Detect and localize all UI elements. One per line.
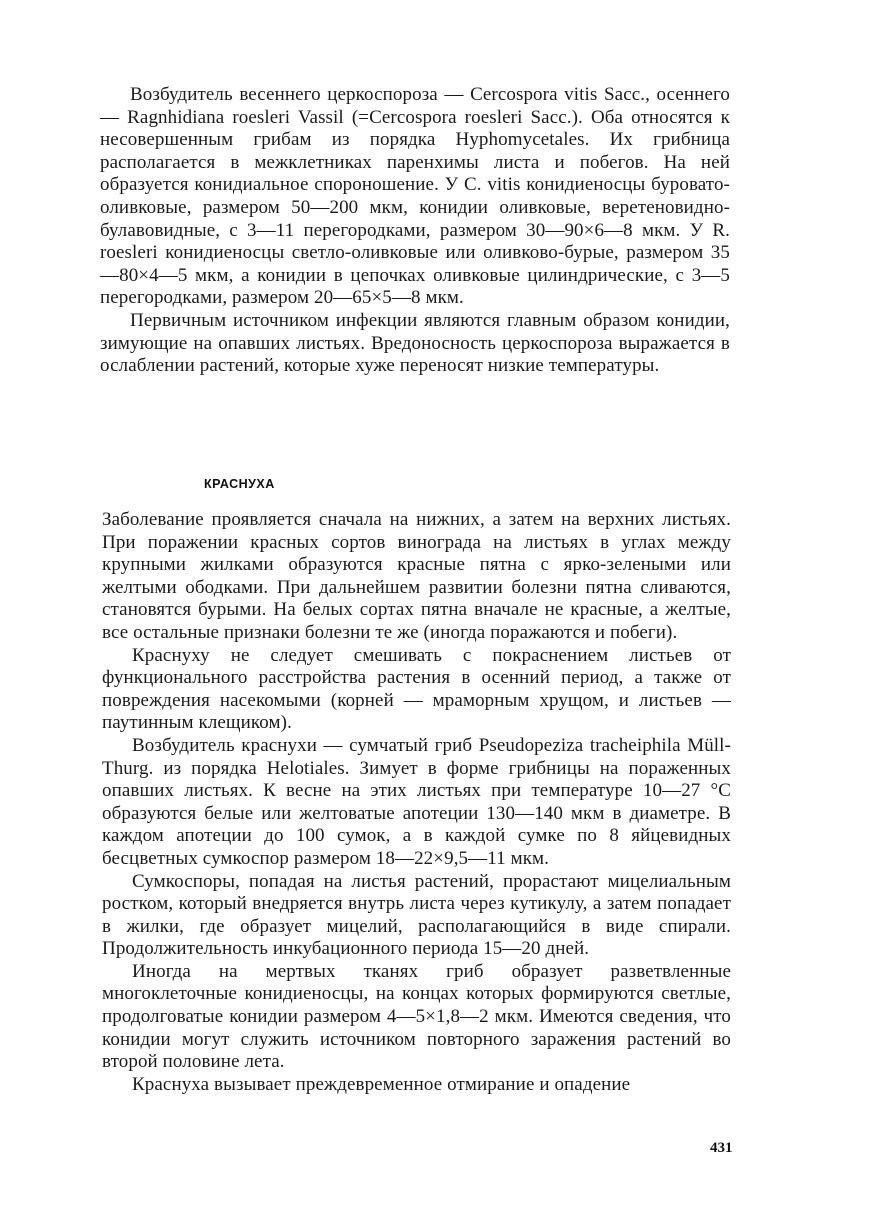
section-text-block xyxy=(102,509,731,1096)
page-number: 431 xyxy=(710,1140,733,1156)
intro-paragraph-1: Возбудитель весеннего церкоспороза — Cercospora vitis Sacc., осеннего — Ragnhidiana roesleri Vassil (=Cercospora roesleri Sacc.). Оба относятся к несовершенным грибам из порядка Hyphomycetales. Их грибница располагается в межклетниках паренхимы листа и побегов. На ней образуется конидиальное спороношение. У C. vitis конидиеносцы буровато-оливковые, размером 50—200 мкм, конидии оливковые, веретеновидно-булавовидные, с 3—11 перегородками, размером 30—90×6—8 мкм. У R. roesleri конидиеносцы светло-оливковые или оливково-бурые, размером 35—80×4—5 мкм, а конидии в цепочках оливковые цилиндрические, с 3—5 перегородками, размером 20—65×5—8 мкм. xyxy=(100,84,730,309)
section-heading: КРАСНУХА xyxy=(204,477,275,491)
section-paragraph-5: Иногда на мертвых тканях гриб образует разветвленные многоклеточные конидиеносцы, на концах которых формируются светлые, продолговатые конидии размером 4—5×1,8—2 мкм. Имеются сведения, что конидии могут служить источником повторного заражения растений во второй половине лета. xyxy=(102,960,731,1073)
section-paragraph-2: Краснуху не следует смешивать с покраснением листьев от функционального расстройства растения в осенний период, а также от повреждения насекомыми (корней — мраморным хрущом, и листьев — паутинным клещиком). xyxy=(102,644,731,734)
intro-paragraph-2: Первичным источником инфекции являются главным образом конидии, зимующие на опавших листьях. Вредоносность церкоспороза выражается в ослаблении растений, которые хуже переносят низкие температуры. xyxy=(100,309,730,377)
intro-text-block xyxy=(100,84,730,378)
section-paragraph-3: Возбудитель краснухи — сумчатый гриб Pseudopeziza tracheiphila Müll-Thurg. из порядка Helotiales. Зимует в форме грибницы на пораженных опавших листьях. К весне на этих листьях при температуре 10—27 °C образуются белые или желтоватые апотеции 130—140 мкм в диаметре. В каждом апотеции до 100 сумок, а в каждой сумке по 8 яйцевидных бесцветных сумкоспор размером 18—22×9,5—11 мкм. xyxy=(102,734,731,869)
section-paragraph-6: Краснуха вызывает преждевременное отмирание и опадение xyxy=(132,1073,631,1095)
section-paragraph-1: Заболевание проявляется сначала на нижних, а затем на верхних листьях. При поражении красных сортов винограда на листьях в углах между крупными жилками образуются красные пятна с ярко-зелеными или желтыми ободками. При дальнейшем развитии болезни пятна сливаются, становятся бурыми. На белых сортах пятна вначале не красные, а желтые, все остальные признаки болезни те же (иногда поражаются и побеги). xyxy=(102,509,731,643)
section-paragraph-4: Сумкоспоры, попадая на листья растений, прорастают мицелиальным ростком, который внедряется внутрь листа через кутикулу, а затем попадает в жилки, где образует мицелий, располагающийся в виде спирали. Продолжительность инкубационного периода 15—20 дней. xyxy=(102,870,731,960)
